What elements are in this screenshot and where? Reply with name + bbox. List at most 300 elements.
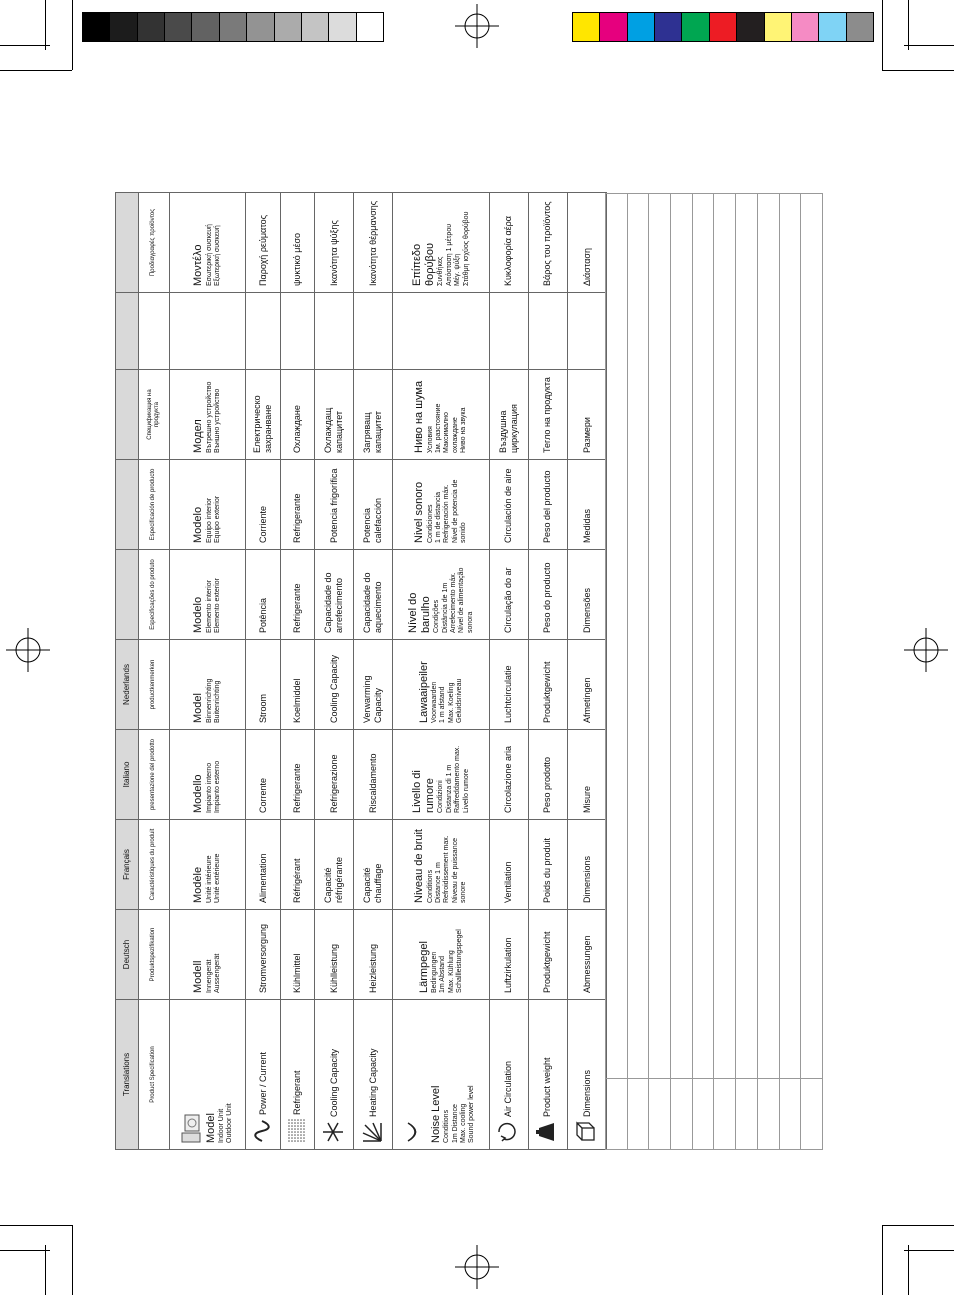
- trim-mark-top-right-v: [882, 0, 883, 70]
- trim-mark-top-left-h: [0, 70, 72, 71]
- cell-main-text: Lawaaipeiler: [417, 661, 430, 723]
- color-swatch: [847, 13, 873, 41]
- color-bar: [572, 12, 874, 42]
- cell-sub-text: Вътрешно устройство: [205, 381, 213, 453]
- blank-grid: [605, 193, 823, 1150]
- cell-main-text: Misure: [581, 785, 592, 813]
- cell-sub-text: Arrefecimento máx.: [450, 572, 457, 633]
- cell-main-text: Refrigerant: [291, 1070, 302, 1115]
- color-swatch: [737, 13, 764, 41]
- blank-grid-cell: [692, 1079, 714, 1150]
- cell-main-text: Modelo: [192, 506, 205, 543]
- table-cell: [354, 640, 393, 730]
- cell-sub-text: Elemento exterior: [214, 578, 222, 633]
- table-cell: [528, 820, 567, 910]
- cell-sub-text: Elemento interior: [205, 580, 213, 633]
- cell-sub-text: Voorwaarden: [430, 681, 438, 723]
- table-cell: [170, 550, 246, 640]
- cell-sub-text: Niveau de puissance sonore: [451, 838, 468, 903]
- cell-sub-text: Innengerät: [205, 959, 213, 993]
- cell-main-text: Ικανότητα ψύξης: [328, 220, 339, 286]
- cell-sub-text: Distância de 1m: [441, 582, 449, 633]
- table-cell: [315, 370, 354, 460]
- table-cell: [281, 460, 315, 550]
- table-cell: [567, 193, 606, 293]
- cell-sub-text: Unité intérieure: [205, 855, 213, 903]
- cell-main-text: Ниво на шума: [413, 380, 426, 453]
- blank-grid-cell: [757, 1079, 779, 1150]
- product-spec-header-cell: Especificación de producto: [139, 460, 170, 550]
- cell-sub-text: Aussengerät: [214, 953, 222, 993]
- cell-main-text: Air Circulation: [503, 1060, 514, 1117]
- trim-mark-bottom-left-v2: [45, 1245, 46, 1295]
- cell-sub-text: Outdoor Unit: [226, 1103, 234, 1143]
- table-cell: [489, 460, 528, 550]
- cell-main-text: Modello: [192, 774, 205, 813]
- language-header-row: [116, 193, 139, 1150]
- table-cell: [528, 460, 567, 550]
- table-cell: [528, 730, 567, 820]
- table-cell: [528, 910, 567, 1000]
- cell-main-text: Luchtcirculatie: [503, 665, 514, 723]
- table-cell: [393, 370, 490, 460]
- table-cell: [354, 293, 393, 370]
- cell-main-text: Réfrigérant: [292, 858, 303, 903]
- trim-mark-bottom-left-h2: [0, 1250, 50, 1251]
- gray-swatch: [220, 13, 247, 41]
- blank-grid-cell: [649, 1079, 671, 1150]
- registration-mark-right: [904, 628, 948, 672]
- cell-main-text: Kühlleistung: [328, 943, 339, 993]
- cell-main-text: Загряващ капацитет: [362, 410, 384, 453]
- cell-main-text: Διάσταση: [581, 248, 592, 286]
- blank-grid-row: [801, 194, 823, 1150]
- cell-sub-text: Livello rumore: [462, 769, 470, 813]
- cell-main-text: Въздушна циркулация: [498, 404, 519, 453]
- cell-main-text: Dimensions: [581, 1069, 592, 1117]
- cell-main-text: Afmetingen: [581, 677, 592, 723]
- cell-sub-text: Външно устройство: [214, 388, 222, 453]
- table-cell: [393, 460, 490, 550]
- table-cell: [489, 910, 528, 1000]
- blank-grid-cell: [779, 1079, 801, 1150]
- table-cell: [393, 820, 490, 910]
- cell-sub-text: Equipo interior: [205, 497, 213, 543]
- table-cell: [170, 640, 246, 730]
- blank-grid-row: [736, 194, 758, 1150]
- cell-main-text: Електрическо захранване: [252, 395, 273, 453]
- translation-table: [115, 192, 607, 1150]
- table-cell: [170, 370, 246, 460]
- table-cell: [489, 293, 528, 370]
- cell-main-text: Potencia frigorífica: [328, 468, 339, 543]
- table-cell: [170, 193, 246, 293]
- table-cell: [170, 730, 246, 820]
- cell-sub-text: Refrigeración máx.: [443, 484, 451, 543]
- cell-main-text: Circulación de aire: [503, 468, 514, 543]
- table-cell: [354, 193, 393, 293]
- language-header-cell: [116, 460, 139, 550]
- translation-table-frame: [115, 193, 607, 1150]
- table-cell: [281, 293, 315, 370]
- cell-main-text: Βάρος του προϊόντος: [542, 201, 553, 286]
- trim-mark-bottom-right-h2: [904, 1250, 954, 1251]
- product-spec-header-cell: Caractéristiques du produit: [139, 820, 170, 910]
- cell-sub-text: Distanza di 1 m: [445, 764, 453, 813]
- trim-mark-top-left-v: [72, 0, 73, 70]
- table-cell: [315, 910, 354, 1000]
- table-row: [281, 193, 315, 1150]
- blank-grid-cell: [627, 194, 649, 1079]
- product-spec-header-cell: Προδιαγραφές προϊόντος: [139, 193, 170, 293]
- cell-main-text: Heating Capacity: [367, 1048, 378, 1117]
- cell-main-text: Kühlmittel: [292, 953, 303, 993]
- table-cell: [281, 640, 315, 730]
- table-row: [393, 193, 490, 1150]
- cell-main-text: Κυκλοφορία αέρα: [503, 216, 514, 286]
- gray-swatch: [138, 13, 165, 41]
- cell-sub-text: Geluidsniveau: [456, 678, 463, 723]
- cell-sub-text: Εξωτερική συσκευή: [214, 225, 222, 286]
- table-cell: [528, 550, 567, 640]
- cell-sub-text: Ниво на звука: [460, 407, 468, 453]
- cell-main-text: Livello di rumore: [411, 770, 437, 813]
- cell-main-text: Peso prodotto: [542, 756, 553, 813]
- cell-sub-text: Impianto esterno: [214, 760, 222, 813]
- cell-sub-text: Distance 1 m: [435, 862, 443, 903]
- table-row: [528, 193, 567, 1150]
- cell-main-text: Dimensions: [581, 855, 592, 903]
- table-cell: [354, 910, 393, 1000]
- cell-main-text: Verwarming Capacity: [362, 675, 384, 723]
- blank-grid-row: [627, 194, 649, 1150]
- cell-sub-text: Απόσταση 1 μέτρου: [445, 223, 453, 286]
- table-row: [354, 193, 393, 1150]
- cell-main-text: Ventilation: [503, 861, 514, 903]
- trim-mark-bottom-right-v2: [908, 1245, 909, 1295]
- cell-main-text: Ικανότητα θέρμανσης: [367, 200, 378, 286]
- cell-main-text: Product weight: [542, 1057, 553, 1117]
- table-cell: [315, 730, 354, 820]
- cell-main-text: Lärmpegel: [417, 941, 430, 993]
- cell-sub-text: Условия: [426, 426, 434, 453]
- cell-main-text: Corrente: [257, 777, 268, 813]
- cell-main-text: Circolazione aria: [503, 745, 514, 813]
- cell-sub-text: Συνθήκες: [437, 256, 445, 286]
- product-spec-header-cell: Product Specification: [139, 1000, 170, 1150]
- blank-grid-row: [649, 194, 671, 1150]
- blank-grid-row: [779, 194, 801, 1150]
- gray-swatch: [192, 13, 219, 41]
- cell-main-text: Stromversorgung: [257, 923, 268, 993]
- table-cell: [528, 193, 567, 293]
- cell-main-text: Capacidade do arrefecimento: [323, 572, 345, 633]
- cell-sub-text: Sound power level: [468, 1085, 476, 1143]
- table-cell: [315, 293, 354, 370]
- blank-grid-cell: [692, 194, 714, 1079]
- blank-grid-cell: [801, 194, 823, 1079]
- table-cell: [245, 820, 280, 910]
- table-cell: [567, 820, 606, 910]
- color-swatch: [792, 13, 819, 41]
- blank-grid-cell: [714, 1079, 736, 1150]
- table-row: [245, 193, 280, 1150]
- table-cell: [393, 550, 490, 640]
- noise-waves-icon: [405, 1121, 430, 1143]
- cell-main-text: Refrigerante: [292, 583, 303, 633]
- table-cell: [354, 1000, 393, 1150]
- table-cell: [393, 193, 490, 293]
- cell-main-text: Cooling Capacity: [328, 654, 339, 723]
- table-cell: [393, 640, 490, 730]
- cell-main-text: Μοντέλο: [192, 244, 205, 286]
- trim-mark-top-right-v2: [908, 0, 909, 50]
- cell-main-text: Model: [192, 693, 205, 723]
- cell-sub-text: Max. cooling: [460, 1103, 467, 1143]
- color-swatch: [710, 13, 737, 41]
- gray-swatch: [110, 13, 137, 41]
- table-cell: [567, 640, 606, 730]
- product-spec-header-cell: presentazione del prodotto: [139, 730, 170, 820]
- blank-grid-cell: [671, 1079, 693, 1150]
- table-cell: [354, 820, 393, 910]
- cell-sub-text: Nivel de potencia de sonido: [451, 479, 468, 543]
- blank-grid-cell: [736, 1079, 758, 1150]
- registration-mark-left: [6, 628, 50, 672]
- language-header-cell: [116, 193, 139, 293]
- cell-sub-text: 1m Distance: [451, 1104, 459, 1143]
- air-circulation-icon: [496, 1121, 521, 1143]
- product-spec-header-row: [139, 193, 170, 1150]
- table-cell: [170, 460, 246, 550]
- cell-sub-text: Μέγ. ψύξη: [454, 253, 462, 286]
- cell-sub-text: Condiciones: [426, 504, 434, 543]
- weight-icon: [535, 1121, 560, 1143]
- table-cell: [567, 293, 606, 370]
- table-cell: [567, 370, 606, 460]
- trim-mark-bottom-right-h: [882, 1225, 954, 1226]
- cell-main-text: Capacité réfrigérante: [323, 856, 345, 903]
- table-cell: [489, 820, 528, 910]
- cell-sub-text: 1 m de distancia: [435, 492, 443, 543]
- table-cell: [393, 730, 490, 820]
- blank-grid-cell: [801, 1079, 823, 1150]
- table-cell: [315, 1000, 354, 1150]
- cell-main-text: Power / Current: [257, 1051, 268, 1115]
- power-wave-icon: [253, 1119, 274, 1143]
- cell-main-text: Potencia calefacción: [362, 497, 384, 543]
- trim-mark-bottom-right-v: [882, 1225, 883, 1295]
- table-cell: [489, 1000, 528, 1150]
- cell-sub-text: Максимално охлаждане: [443, 412, 459, 453]
- registration-mark-bottom: [455, 1245, 499, 1289]
- table-cell: [245, 1000, 280, 1150]
- cell-main-text: Heizleistung: [367, 943, 378, 993]
- blank-grid-cell: [671, 194, 693, 1079]
- color-swatch: [655, 13, 682, 41]
- table-cell: [567, 910, 606, 1000]
- blank-grid-cell: [627, 1079, 649, 1150]
- cell-sub-text: Refroidissement max.: [443, 835, 451, 903]
- cell-main-text: ψυκτικό μέσο: [292, 232, 303, 286]
- cell-sub-text: Equipo exterior: [214, 495, 222, 543]
- cell-sub-text: Condizioni: [437, 780, 445, 813]
- cell-main-text: Corriente: [257, 505, 268, 543]
- blank-grid-cell: [649, 194, 671, 1079]
- table-cell: [170, 293, 246, 370]
- table-cell: [528, 370, 567, 460]
- table-cell: [489, 640, 528, 730]
- table-cell: [315, 193, 354, 293]
- blank-grid-cell: [606, 194, 628, 1079]
- table-cell: [354, 370, 393, 460]
- grayscale-bar: [82, 12, 384, 42]
- trim-mark-bottom-left-v: [72, 1225, 73, 1295]
- table-cell: [281, 910, 315, 1000]
- language-header-cell: [116, 293, 139, 370]
- table-cell: [245, 640, 280, 730]
- table-row: [170, 193, 246, 1150]
- refrigerant-dots-icon: [287, 1119, 308, 1143]
- cell-main-text: Dimensões: [581, 587, 592, 633]
- cell-main-text: Cooling Capacity: [328, 1048, 339, 1117]
- cell-sub-text: Conditions: [426, 869, 434, 903]
- trim-mark-bottom-left-h: [0, 1225, 72, 1226]
- cell-main-text: Тегло на продукта: [542, 377, 553, 453]
- table-cell: [393, 293, 490, 370]
- color-swatch: [819, 13, 846, 41]
- trim-mark-top-left-v2: [45, 0, 46, 50]
- cell-sub-text: Impianto interno: [205, 762, 213, 813]
- table-cell: [281, 370, 315, 460]
- table-cell: [245, 550, 280, 640]
- blank-grid-row: [757, 194, 779, 1150]
- cell-sub-text: Στάθμη ισχύος θορύβου: [462, 211, 470, 286]
- cell-main-text: Riscaldamento: [367, 753, 378, 813]
- cell-main-text: Nivel sonoro: [413, 481, 426, 543]
- table-cell: [315, 820, 354, 910]
- cell-main-text: Koelmiddel: [292, 678, 303, 723]
- table-cell: [489, 193, 528, 293]
- indoor-outdoor-unit-icon: [180, 1113, 205, 1143]
- gray-swatch: [302, 13, 329, 41]
- table-cell: [315, 460, 354, 550]
- cell-sub-text: Raffreddamento max.: [454, 745, 462, 813]
- gray-swatch: [247, 13, 274, 41]
- cell-sub-text: 1м. разстояние: [435, 403, 443, 453]
- blank-grid-row: [692, 194, 714, 1150]
- table-cell: [315, 550, 354, 640]
- cell-main-text: Medidas: [581, 508, 592, 543]
- blank-grid-row: [714, 194, 736, 1150]
- table-cell: [567, 460, 606, 550]
- cell-main-text: Poids du produit: [542, 837, 553, 903]
- table-cell: [489, 550, 528, 640]
- cell-main-text: Alimentation: [257, 853, 268, 903]
- table-cell: [567, 730, 606, 820]
- cell-sub-text: Condições: [433, 599, 441, 633]
- cell-main-text: Abmessungen: [581, 935, 592, 993]
- trim-mark-top-right-h: [882, 70, 954, 71]
- blank-grid-frame: [605, 193, 823, 1150]
- cell-sub-text: Nível de alimentação sonora: [458, 567, 474, 633]
- cell-main-text: Παροχή ρεύματος: [257, 214, 268, 286]
- table-cell: [489, 730, 528, 820]
- table-cell: [393, 1000, 490, 1150]
- table-cell: [528, 640, 567, 730]
- cell-sub-text: Binnenrichting: [205, 678, 213, 723]
- table-cell: [489, 370, 528, 460]
- table-cell: [315, 640, 354, 730]
- table-cell: [245, 730, 280, 820]
- cell-sub-text: Bedingungen: [430, 951, 438, 993]
- table-row: [567, 193, 606, 1150]
- cell-main-text: Peso do producto: [542, 562, 553, 633]
- table-cell: [170, 910, 246, 1000]
- table-cell: [170, 820, 246, 910]
- product-spec-header-cell: [139, 293, 170, 370]
- gray-swatch: [275, 13, 302, 41]
- cube-dimensions-icon: [575, 1121, 600, 1143]
- cell-main-text: Refrigerante: [292, 493, 303, 543]
- cell-main-text: Modelo: [192, 596, 205, 633]
- table-cell: [354, 550, 393, 640]
- cell-main-text: Stroom: [257, 693, 268, 723]
- table-cell: [170, 1000, 246, 1150]
- table-cell: [281, 1000, 315, 1150]
- language-header-cell: [116, 550, 139, 640]
- color-swatch: [765, 13, 792, 41]
- blank-grid-row: [606, 194, 628, 1150]
- blank-grid-cell: [757, 194, 779, 1079]
- table-cell: [281, 550, 315, 640]
- blank-grid-cell: [714, 194, 736, 1079]
- cell-main-text: Potência: [257, 597, 268, 633]
- language-header-cell: Français: [116, 820, 139, 910]
- product-spec-header-cell: productkenmerken: [139, 640, 170, 730]
- table-cell: [245, 293, 280, 370]
- registration-mark-top: [455, 4, 499, 48]
- table-row: [489, 193, 528, 1150]
- cell-main-text: Охлаждане: [292, 405, 303, 453]
- cell-main-text: Размери: [581, 417, 592, 453]
- cell-main-text: Refrigerazione: [328, 754, 339, 813]
- cell-main-text: Model: [204, 1113, 217, 1143]
- heating-rays-icon: [361, 1121, 386, 1143]
- cell-sub-text: 1m Abstand: [439, 956, 447, 993]
- language-header-cell: Deutsch: [116, 910, 139, 1000]
- cell-main-text: Nível do barulho: [406, 592, 433, 633]
- gray-swatch: [83, 13, 110, 41]
- product-spec-header-cell: Produktspezifikation: [139, 910, 170, 1000]
- blank-grid-cell: [736, 194, 758, 1079]
- cell-main-text: Produktgewicht: [542, 931, 553, 993]
- blank-grid-row: [671, 194, 693, 1150]
- gray-swatch: [329, 13, 356, 41]
- table-cell: [528, 1000, 567, 1150]
- language-header-cell: [116, 370, 139, 460]
- cell-sub-text: Buitenrichting: [214, 680, 222, 723]
- cell-main-text: Επίπεδο θορύβου: [411, 243, 437, 286]
- cell-sub-text: Unité extérieure: [214, 853, 222, 903]
- cell-main-text: Noise Level: [430, 1085, 443, 1143]
- cell-main-text: Luftzirkulation: [503, 937, 514, 993]
- product-spec-header-cell: Спецификация на продукта: [139, 370, 170, 460]
- table-cell: [567, 1000, 606, 1150]
- cell-main-text: Niveau de bruit: [413, 829, 426, 903]
- table-row: [315, 193, 354, 1150]
- cell-main-text: Modèle: [192, 866, 205, 903]
